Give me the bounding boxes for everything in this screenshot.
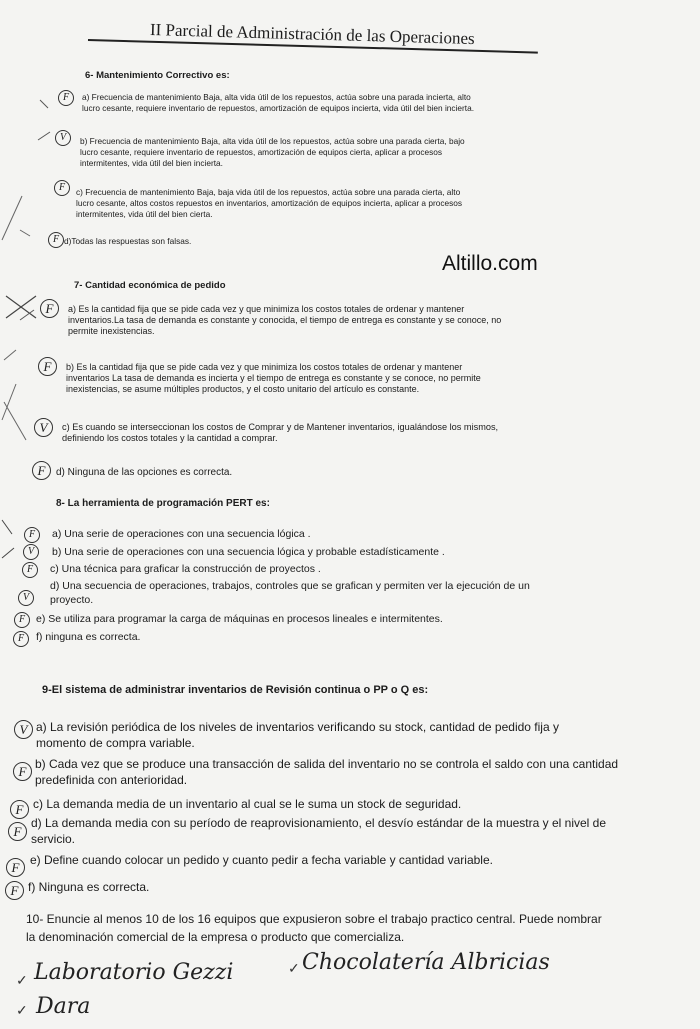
option-line: permite inexistencias.: [68, 326, 155, 336]
option-line: c) Frecuencia de mantenimiento Baja, baja vida útil de los repuestos, actúa sobre una parada cierta, alto: [76, 187, 461, 197]
option-line: c) Es cuando se interseccionan los costos de Comprar y de Mantener inventarios, igualándose los mismos,: [62, 422, 499, 432]
handwritten-answer: Dara: [36, 994, 91, 1019]
handwritten-answer: Laboratorio Gezzi: [34, 960, 234, 985]
option-line: a) Es la cantidad fija que se pide cada vez y que minimiza los costos totales de ordenar y mantener: [68, 304, 465, 314]
option-line: intermitentes, vida útil del bien incierta.: [80, 158, 223, 168]
option-line: proyecto.: [50, 593, 94, 606]
answer-mark: V: [34, 418, 53, 437]
question-9-heading: 9-El sistema de administrar inventarios de Revisión continua o PP o Q es:: [42, 684, 429, 696]
option-line: d) La demanda media con su período de reaprovisionamiento, el desvío estándar de la muestra y el nivel de: [31, 816, 607, 830]
option-line: predefinida con anterioridad.: [35, 773, 188, 787]
question-8-option-a: a) Una serie de operaciones con una secuencia lógica .: [52, 528, 311, 540]
pencil-stroke: [2, 548, 14, 558]
answer-mark: F: [48, 232, 64, 248]
question-7-heading: 7- Cantidad económica de pedido: [74, 280, 226, 291]
question-7-option-d: d) Ninguna de las opciones es correcta.: [56, 467, 233, 478]
option-line: inventarios La tasa de demanda es incierta y el tiempo de entrega es constante y se conoce, no permite: [66, 373, 481, 383]
answer-mark: V: [55, 130, 71, 146]
answer-mark: V: [23, 544, 39, 560]
answer-mark: F: [32, 461, 51, 480]
option-line: b) Frecuencia de mantenimiento Baja, alta vida útil de los repuestos, actúa sobre una parada cierta, bajo: [80, 136, 465, 146]
answer-mark: F: [40, 299, 59, 318]
option-line: b) Cada vez que se produce una transacción de salida del inventario no se controla el saldo con una cantidad: [35, 757, 619, 771]
answer-mark: F: [8, 822, 27, 841]
check-icon: ✓: [16, 972, 28, 988]
question-8-option-c: c) Una técnica para graficar la construcción de proyectos .: [50, 563, 321, 575]
question-9-option-e: e) Define cuando colocar un pedido y cuanto pedir a fecha variable y cantidad variable.: [30, 853, 493, 867]
option-line: a) La revisión periódica de los niveles de inventarios verificando su stock, cantidad de pedido fija y: [36, 720, 559, 734]
question-8-option-e: e) Se utiliza para programar la carga de máquinas en procesos lineales e intermitentes.: [36, 613, 443, 625]
option-line: servicio.: [31, 832, 76, 846]
answer-mark: F: [14, 612, 30, 628]
option-line: definiendo los costos totales y la cantidad a comprar.: [62, 433, 278, 443]
pencil-stroke: [2, 520, 12, 534]
question-6-option-d: d)Todas las respuestas son falsas.: [64, 236, 192, 246]
option-line: d) Una secuencia de operaciones, trabajos, controles que se grafican y permiten ver la ejecución de un: [50, 580, 530, 592]
option-line: b) Es la cantidad fija que se pide cada vez y que minimiza los costos totales de ordenar y mantener: [66, 362, 463, 372]
option-line: inventarios.La tasa de demanda es constante y conocida, el tiempo de entrega es constante y se conoce, no: [68, 315, 502, 325]
answer-mark: F: [5, 881, 24, 900]
pencil-stroke: [40, 100, 48, 108]
answer-mark: F: [24, 527, 40, 543]
answer-mark: F: [58, 90, 74, 106]
handwritten-answer: Chocolatería Albricias: [302, 950, 550, 975]
answer-mark: V: [18, 590, 34, 606]
question-6-heading: 6- Mantenimiento Correctivo es:: [85, 70, 230, 81]
question-9-option-c: c) La demanda media de un inventario al cual se le suma un stock de seguridad.: [33, 797, 462, 811]
answer-mark: F: [54, 180, 70, 196]
question-8-heading: 8- La herramienta de programación PERT es:: [56, 498, 270, 509]
option-line: inexistencias, se asume múltiples productos, y el costo unitario del artículo es constante.: [66, 384, 420, 394]
question-line: 10- Enuncie al menos 10 de los 16 equipos que expusieron sobre el trabajo practico central. Puede nombrar: [26, 912, 602, 926]
answer-mark: V: [14, 720, 33, 739]
answer-mark: F: [13, 631, 29, 647]
pencil-stroke: [20, 230, 30, 236]
pencil-stroke: [38, 132, 50, 140]
answer-mark: F: [10, 800, 29, 819]
question-8-option-b: b) Una serie de operaciones con una secuencia lógica y probable estadísticamente .: [52, 546, 445, 558]
check-icon: ✓: [16, 1002, 28, 1018]
option-line: momento de compra variable.: [36, 736, 195, 750]
option-line: lucro cesante, altos costos repuestos en inventarios, amortización de equipos incierta, aplicar a procesos: [76, 198, 463, 208]
pencil-stroke: [2, 196, 22, 240]
option-line: intermitentes, vida útil del bien cierta.: [76, 209, 213, 219]
watermark: Altillo.com: [442, 252, 538, 275]
option-line: a) Frecuencia de mantenimiento Baja, alta vida útil de los repuestos, actúa sobre una parada incierta, alto: [82, 92, 471, 102]
question-8-option-f: f) ninguna es correcta.: [36, 631, 141, 643]
pencil-stroke: [4, 350, 16, 360]
answer-mark: F: [38, 357, 57, 376]
check-icon: ✓: [288, 960, 300, 976]
pencil-stroke: [4, 402, 26, 440]
answer-mark: F: [22, 562, 38, 578]
page-title: II Parcial de Administración de las Operaciones: [149, 20, 475, 49]
question-line: la denominación comercial de la empresa o producto que comercializa.: [26, 930, 405, 944]
answer-mark: F: [6, 858, 25, 877]
question-9-option-f: f) Ninguna es correcta.: [28, 880, 150, 894]
option-line: lucro cesante, requiere inventario de repuestos, amortización de equipos cierta, aplicar a procesos: [80, 147, 443, 157]
option-line: lucro cesante, requiere inventario de repuestos, amortización de equipos incierta, vida útil del bien incierta.: [82, 103, 475, 113]
answer-mark: F: [13, 762, 32, 781]
